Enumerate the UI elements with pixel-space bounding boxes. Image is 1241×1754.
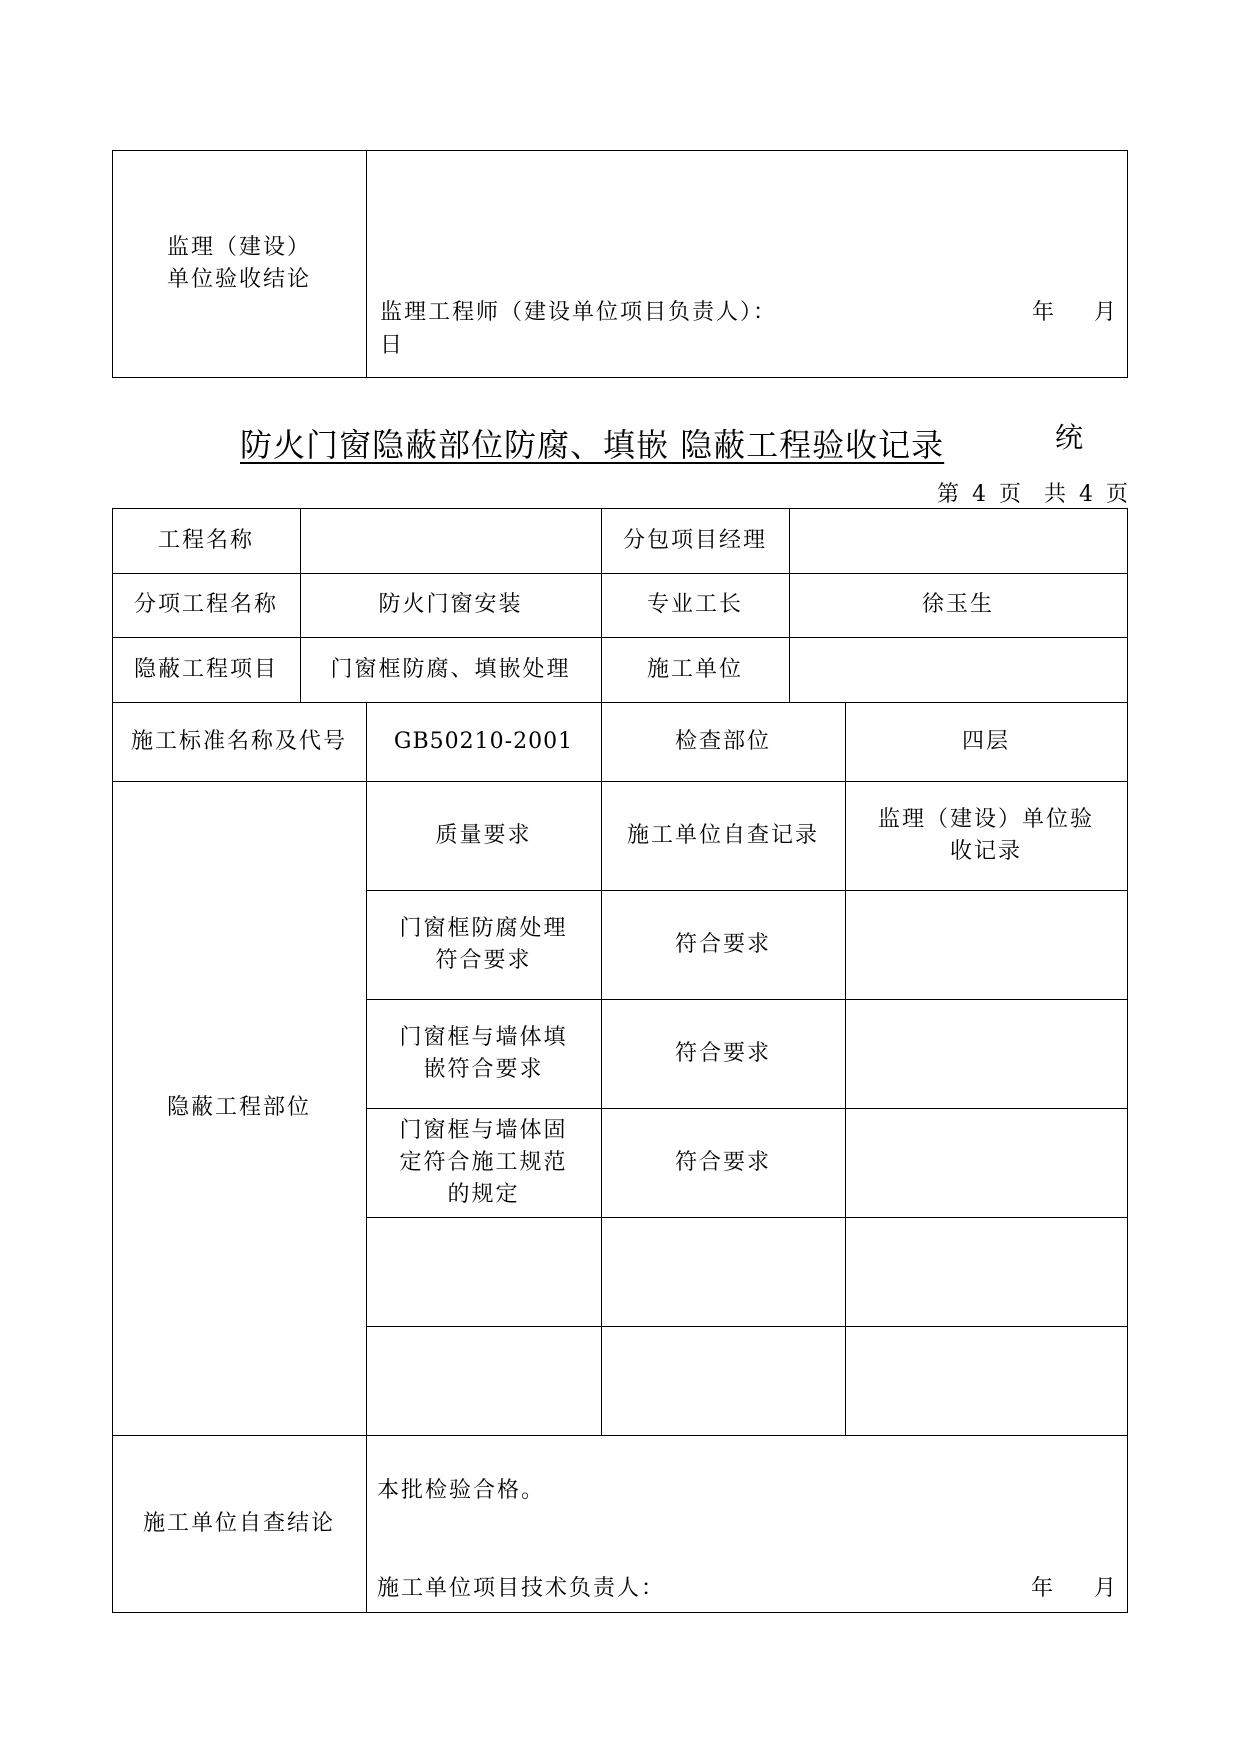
hidden-section-label: 隐蔽工程部位 [166,1095,311,1120]
foreman-value: 徐玉生 [921,592,994,617]
contractor-value [789,637,1127,702]
supervision-conclusion-label-line1: 监理（建设） [166,235,311,260]
row-1-self-check: 符合要求 [674,931,771,957]
check-location-value: 四层 [961,728,1010,754]
supervision-signer-label: 监理工程师（建设单位项目负责人）： [380,300,778,325]
conclusion-text: 本批检验合格。 [377,1478,546,1503]
supervision-date-month: 月 [1094,300,1119,325]
subitem-value: 防火门窗安装 [378,592,523,617]
row-3-self-check: 符合要求 [674,1149,771,1175]
row-2-quality: 门窗框与墙体填嵌符合要求 [399,1024,568,1082]
supervision-conclusion-label [112,150,366,378]
hidden-item-value: 门窗框防腐、填嵌处理 [330,656,571,682]
col-quality-header: 质量要求 [435,822,532,848]
main-table-border-bottom [112,1612,1127,1613]
row-4-self-check [601,1217,845,1326]
conclusion-date-year: 年 [1031,1576,1056,1601]
conclusion-signer-label: 施工单位项目技术负责人： [377,1576,666,1601]
col-self-check-header: 施工单位自查记录 [626,822,819,848]
row-1-quality: 门窗框防腐处理符合要求 [399,915,568,973]
main-table-border-right [1127,508,1128,1613]
form-title-suffix: 统 [1055,421,1084,454]
top-table-border-right [1127,150,1128,378]
row-1-supervision [845,890,1127,999]
row-5-supervision [845,1326,1127,1435]
conclusion-date-month: 月 [1094,1576,1119,1601]
row-4-supervision [845,1217,1127,1326]
supervision-date-day: 日 [380,333,405,358]
row-3-quality: 门窗框与墙体固定符合施工规范的规定 [399,1117,568,1207]
page-number: 第 4 页 共 4 页 [937,482,1131,507]
contractor-label: 施工单位 [646,656,743,682]
row-3-supervision [845,1108,1127,1217]
col-supervision-header: 监理（建设）单位验收记录 [877,806,1094,864]
standard-value: GB50210-2001 [393,728,574,754]
sub-manager-value [789,508,1127,573]
hidden-item-label: 隐蔽工程项目 [133,656,278,682]
row-2-self-check: 符合要求 [674,1040,771,1066]
form-title: 防火门窗隐蔽部位防腐、填嵌 隐蔽工程验收记录 [240,426,945,464]
subitem-label: 分项工程名称 [133,592,278,617]
row-5-quality [366,1326,601,1435]
row-2-supervision [845,999,1127,1108]
foreman-label: 专业工长 [646,592,743,617]
supervision-conclusion-label-line2: 单位验收结论 [166,267,311,292]
supervision-date-year: 年 [1032,300,1057,325]
check-location-label: 检查部位 [674,728,771,754]
row-4-quality [366,1217,601,1326]
standard-label: 施工标准名称及代号 [130,728,347,754]
project-name-label: 工程名称 [157,527,254,553]
row-5-self-check [601,1326,845,1435]
top-table-divider [366,150,367,378]
conclusion-label: 施工单位自查结论 [142,1510,335,1536]
sub-manager-label: 分包项目经理 [622,527,767,553]
project-name-value [300,508,601,573]
